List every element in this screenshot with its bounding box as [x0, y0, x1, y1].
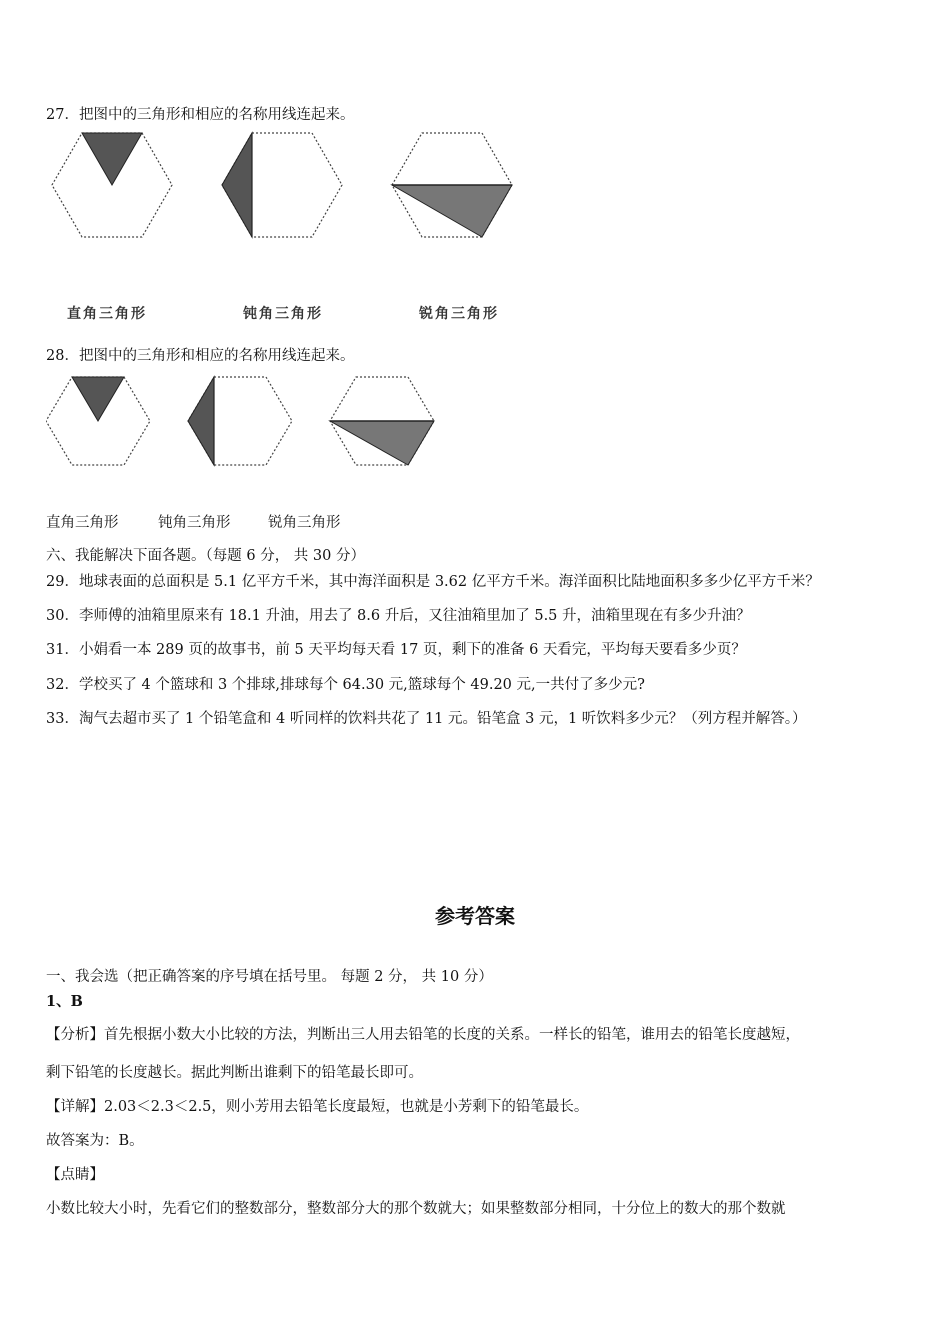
q27-figure-3	[392, 133, 512, 237]
answer-1: 1、B	[46, 993, 83, 1010]
q28-label-right: 直角三角形	[46, 515, 119, 531]
question-30: 30．李师傅的油箱里原来有 18.1 升油，用去了 8.6 升后，又往油箱里加了 5.5 升，油箱里现在有多少升油？	[46, 608, 751, 624]
question-29: 29．地球表面的总面积是 5.1 亿平方千米，其中海洋面积是 3.62 亿平方千米。海洋面积比陆地面积多多少亿平方千米？	[46, 574, 820, 590]
question-28: 28．把图中的三角形和相应的名称用线连起来。	[46, 348, 355, 364]
answers-section-1: 一、我会选（把正确答案的序号填在括号里。 每题 2 分， 共 10 分）	[46, 969, 493, 985]
section-6-heading: 六、我能解决下面各题。（每题 6 分， 共 30 分）	[46, 548, 365, 564]
conclusion-line: 故答案为：B。	[46, 1133, 144, 1149]
q27-label-obtuse: 钝角三角形	[243, 306, 323, 322]
question-31: 31．小娟看一本 289 页的故事书，前 5 天平均每天看 17 页，剩下的准备 6 天看完，平均每天要看多少页？	[46, 642, 746, 658]
q27-hexagon-figures	[50, 128, 520, 243]
q28-hexagon-figures	[46, 372, 446, 470]
q28-label-acute: 锐角三角形	[268, 515, 341, 531]
tip-text: 小数比较大小时，先看它们的整数部分，整数部分大的那个数就大；如果整数部分相同，十分位上的数大的那个数就	[46, 1201, 786, 1217]
q28-label-obtuse: 钝角三角形	[158, 515, 231, 531]
q27-figure-1	[52, 133, 172, 237]
question-32: 32．学校买了 4 个篮球和 3 个排球,排球每个 64.30 元,篮球每个 49.20 元,一共付了多少元?	[46, 677, 645, 693]
q28-figure-2	[188, 377, 292, 465]
question-27: 27．把图中的三角形和相应的名称用线连起来。	[46, 107, 355, 123]
q27-label-right: 直角三角形	[67, 306, 147, 322]
tip-label: 【点睛】	[46, 1167, 104, 1183]
q27-figure-2	[222, 133, 342, 237]
analysis-line-2: 剩下铅笔的长度越长。据此判断出谁剩下的铅笔最长即可。	[46, 1065, 423, 1081]
question-33: 33．淘气去超市买了 1 个铅笔盒和 4 听同样的饮料共花了 11 元。铅笔盒 3 元，1 听饮料多少元？（列方程并解答。）	[46, 711, 807, 727]
q28-figure-3	[330, 377, 434, 465]
q27-label-acute: 锐角三角形	[419, 306, 499, 322]
answers-title: 参考答案	[435, 904, 515, 928]
analysis-line-1: 【分析】首先根据小数大小比较的方法，判断出三人用去铅笔的长度的关系。一样长的铅笔，谁用去的铅笔长度越短，	[46, 1027, 800, 1043]
detail-line: 【详解】2.03＜2.3＜2.5，则小芳用去铅笔长度最短，也就是小芳剩下的铅笔最长。	[46, 1099, 589, 1115]
q28-figure-1	[46, 377, 150, 465]
